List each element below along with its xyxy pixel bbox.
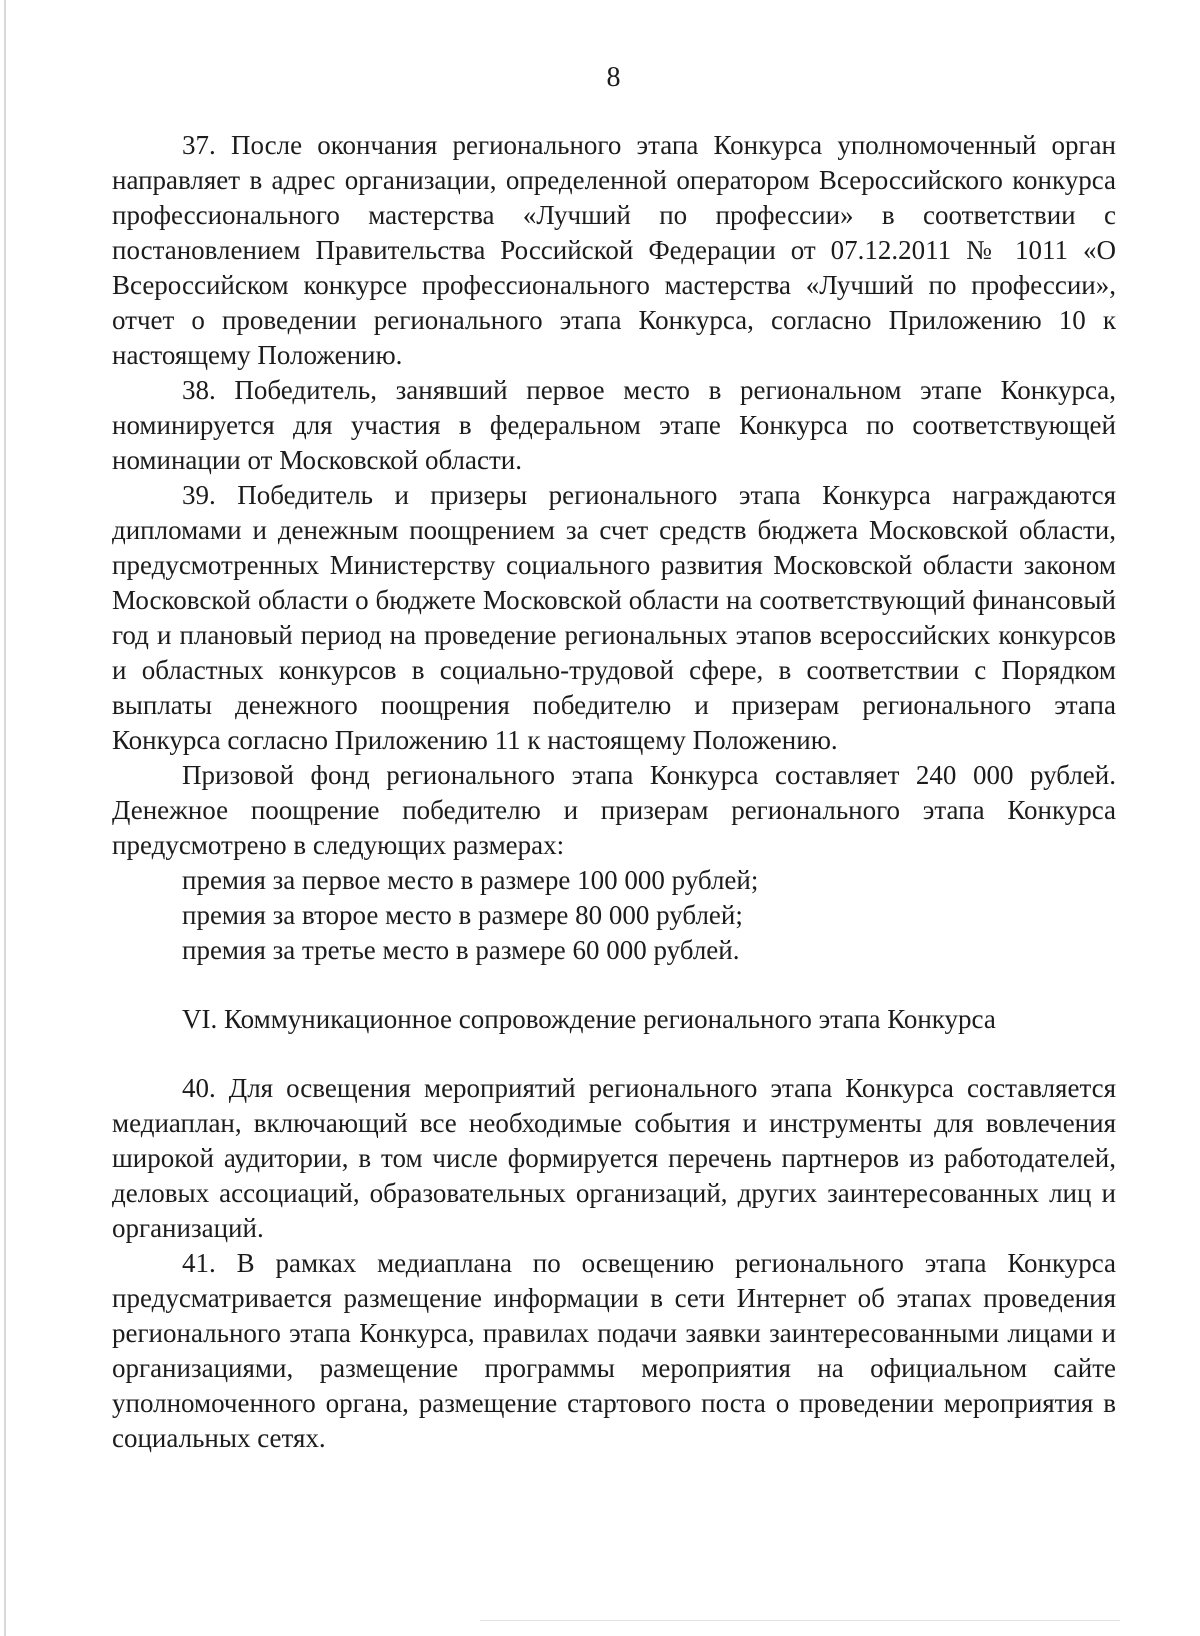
paragraph-37: 37. После окончания регионального этапа Конкурса уполномоченный орган направляет в адрес организации, определенной оператором Всероссийского конкурса профессионального мастерства «Лучший по профессии» в соответствии с постановлением Правительства Российской Федерации от 07.12.2011 № 1011 «О Всероссийском конкурсе профессионального мастерства «Лучший по профессии», отчет о проведении регионального этапа Конкурса, согласно Приложению 10 к настоящему Положению. — [112, 130, 1116, 370]
prize-second-place: премия за второе место в размере 80 000 рублей; — [182, 900, 743, 930]
page-number: 8 — [606, 62, 621, 93]
scan-bottom-line — [480, 1620, 1120, 1621]
paragraph-prize-fund: Призовой фонд регионального этапа Конкурса составляет 240 000 рублей. Денежное поощрение победителю и призерам регионального этапа Конкурса предусмотрено в следующих размерах: — [112, 760, 1116, 860]
prize-third-place: премия за третье место в размере 60 000 рублей. — [182, 935, 740, 965]
paragraph-40: 40. Для освещения мероприятий регионального этапа Конкурса составляется медиаплан, включающий все необходимые события и инструменты для вовлечения широкой аудитории, в том числе формируется перечень партнеров из работодателей, деловых ассоциаций, образовательных организаций, других заинтересованных лиц и организаций. — [112, 1073, 1116, 1243]
document-body — [112, 128, 1116, 1456]
scan-edge-line — [4, 0, 6, 1636]
paragraph-38: 38. Победитель, занявший первое место в региональном этапе Конкурса, номинируется для участия в федеральном этапе Конкурса по соответствующей номинации от Московской области. — [112, 375, 1116, 475]
section-heading: VI. Коммуникационное сопровождение регионального этапа Конкурса — [182, 1004, 996, 1034]
prize-first-place: премия за первое место в размере 100 000 рублей; — [182, 865, 759, 895]
paragraph-39: 39. Победитель и призеры регионального этапа Конкурса награждаются дипломами и денежным поощрением за счет средств бюджета Московской области, предусмотренных Министерству социального развития Московской области законом Московской области о бюджете Московской области на соответствующий финансовый год и плановый период на проведение региональных этапов всероссийских конкурсов и областных конкурсов в социально-трудовой сфере, в соответствии с Порядком выплаты денежного поощрения победителю и призерам регионального этапа Конкурса согласно Приложению 11 к настоящему Положению. — [112, 480, 1116, 755]
paragraph-41: 41. В рамках медиаплана по освещению регионального этапа Конкурса предусматривается размещение информации в сети Интернет об этапах проведения регионального этапа Конкурса, правилах подачи заявки заинтересованными лицами и организациями, размещение программы мероприятия на официальном сайте уполномоченного органа, размещение стартового поста о проведении мероприятия в социальных сетях. — [112, 1248, 1116, 1453]
